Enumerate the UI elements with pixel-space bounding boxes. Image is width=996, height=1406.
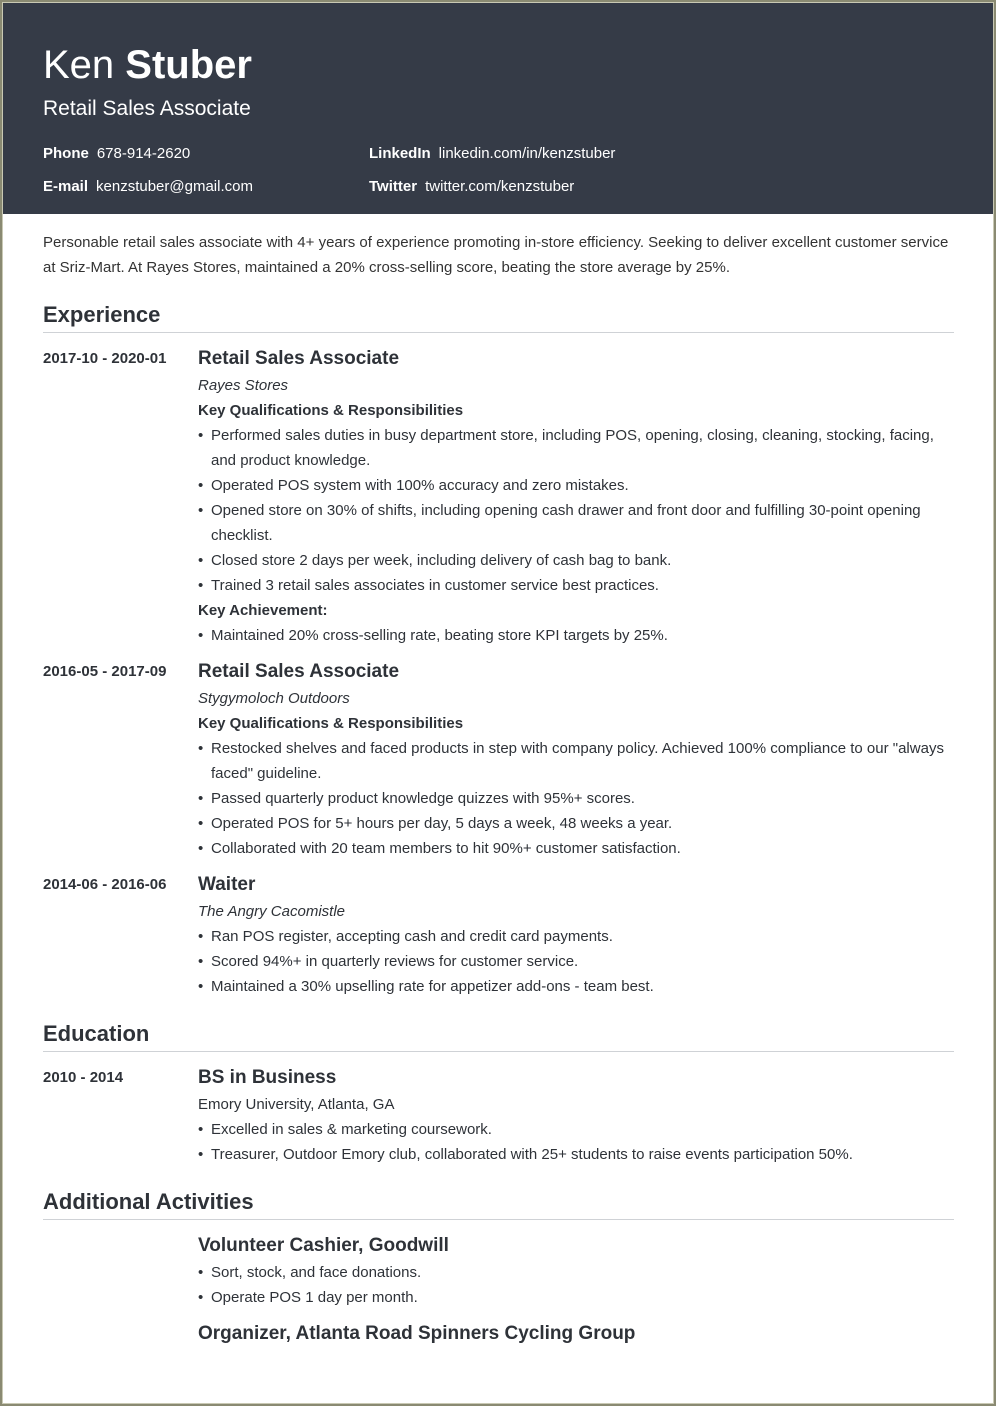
company-name: The Angry Cacomistle	[198, 903, 345, 920]
list-item: • Operated POS system with 100% accuracy and zero mistakes.	[198, 473, 954, 498]
list-item: • Trained 3 retail sales associates in customer service best practices.	[198, 573, 954, 598]
entry-body	[198, 1319, 954, 1348]
group-label: Key Qualifications & Responsibilities	[198, 715, 464, 732]
list-item: • Ran POS register, accepting cash and credit card payments.	[198, 924, 954, 949]
candidate-name	[43, 41, 252, 89]
list-item: • Restocked shelves and faced products in step with company policy. Achieved 100% compliance to our "always faced" guideline.	[198, 736, 954, 786]
entry-title: Waiter	[198, 874, 256, 895]
entry-body	[198, 1063, 954, 1167]
contact-label: Twitter	[369, 178, 418, 195]
list-item: • Collaborated with 20 team members to hit 90%+ customer satisfaction.	[198, 836, 954, 861]
contact-value[interactable]: twitter.com/kenzstuber	[425, 178, 575, 195]
entry	[43, 870, 954, 999]
entry	[43, 1231, 954, 1310]
entry-body	[198, 344, 954, 648]
bullet-list	[198, 924, 954, 999]
section-additional-activities	[43, 1187, 954, 1348]
list-item: • Maintained a 30% upselling rate for appetizer add-ons - team best.	[198, 974, 954, 999]
contact-value: 678-914-2620	[96, 145, 191, 162]
contact-value[interactable]: linkedin.com/in/kenzstuber	[438, 145, 616, 162]
entry-date: 2017-10 - 2020-01	[43, 350, 167, 367]
bullet-list	[198, 1260, 954, 1310]
last-name: Stuber	[125, 43, 252, 87]
entry-body	[198, 1231, 954, 1310]
summary: Personable retail sales associate with 4+ years of experience promoting in-store efficiency. Seeking to deliver excellent customer service at Sriz-Mart. At Rayes Stores, maintained a 20% cross-selling score, beating the store average by 25%.	[43, 234, 949, 276]
first-name: Ken	[43, 43, 115, 87]
resume-header	[3, 3, 993, 214]
school-name: Emory University, Atlanta, GA	[198, 1096, 395, 1113]
entry	[43, 657, 954, 861]
list-item: • Sort, stock, and face donations.	[198, 1260, 954, 1285]
entry-title: Retail Sales Associate	[198, 661, 400, 682]
entry	[43, 1319, 954, 1348]
entry-title: Organizer, Atlanta Road Spinners Cycling Group	[198, 1323, 636, 1344]
entry-title: Volunteer Cashier, Goodwill	[198, 1235, 449, 1256]
contact-email	[43, 177, 253, 197]
company-name: Stygymoloch Outdoors	[198, 690, 350, 707]
resume-body	[43, 230, 954, 1357]
bullet-list	[198, 423, 954, 598]
entry-title: BS in Business	[198, 1067, 337, 1088]
contact-value[interactable]: kenzstuber@gmail.com	[96, 178, 253, 195]
contact-twitter	[369, 177, 574, 197]
entry-date	[43, 1319, 198, 1348]
entry	[43, 344, 954, 648]
entry-date	[43, 1231, 198, 1310]
contact-phone	[43, 144, 190, 164]
section-heading: Experience	[43, 300, 954, 333]
list-item: • Scored 94%+ in quarterly reviews for customer service.	[198, 949, 954, 974]
bullet-list	[198, 623, 954, 648]
section-education	[43, 1019, 954, 1167]
list-item: • Passed quarterly product knowledge quizzes with 95%+ scores.	[198, 786, 954, 811]
entry-date: 2010 - 2014	[43, 1069, 124, 1086]
list-item: • Opened store on 30% of shifts, including opening cash drawer and front door and fulfilling 30-point opening checklist.	[198, 498, 954, 548]
list-item: • Operate POS 1 day per month.	[198, 1285, 954, 1310]
list-item: • Operated POS for 5+ hours per day, 5 days a week, 48 weeks a year.	[198, 811, 954, 836]
bullet-list	[198, 736, 954, 861]
candidate-role: Retail Sales Associate	[43, 97, 251, 120]
list-item: • Performed sales duties in busy department store, including POS, opening, closing, cleaning, stocking, facing, and product knowledge.	[198, 423, 954, 473]
section-heading: Additional Activities	[43, 1187, 954, 1220]
list-item: • Treasurer, Outdoor Emory club, collaborated with 25+ students to raise events participation 50%.	[198, 1142, 954, 1167]
contact-linkedin	[369, 144, 615, 164]
group-label: Key Qualifications & Responsibilities	[198, 402, 464, 419]
entry-title: Retail Sales Associate	[198, 348, 400, 369]
contact-label: Phone	[43, 145, 89, 162]
entry-body	[198, 657, 954, 861]
list-item: • Closed store 2 days per week, including delivery of cash bag to bank.	[198, 548, 954, 573]
contact-label: E-mail	[43, 178, 89, 195]
entry-body	[198, 870, 954, 999]
list-item: • Maintained 20% cross-selling rate, beating store KPI targets by 25%.	[198, 623, 954, 648]
section-heading: Education	[43, 1019, 954, 1052]
list-item: • Excelled in sales & marketing coursework.	[198, 1117, 954, 1142]
entry	[43, 1063, 954, 1167]
section-experience	[43, 300, 954, 999]
bullet-list	[198, 1117, 954, 1167]
contact-label: LinkedIn	[369, 145, 431, 162]
entry-date: 2014-06 - 2016-06	[43, 876, 167, 893]
company-name: Rayes Stores	[198, 377, 289, 394]
entry-date: 2016-05 - 2017-09	[43, 663, 167, 680]
group-label: Key Achievement:	[198, 602, 328, 619]
